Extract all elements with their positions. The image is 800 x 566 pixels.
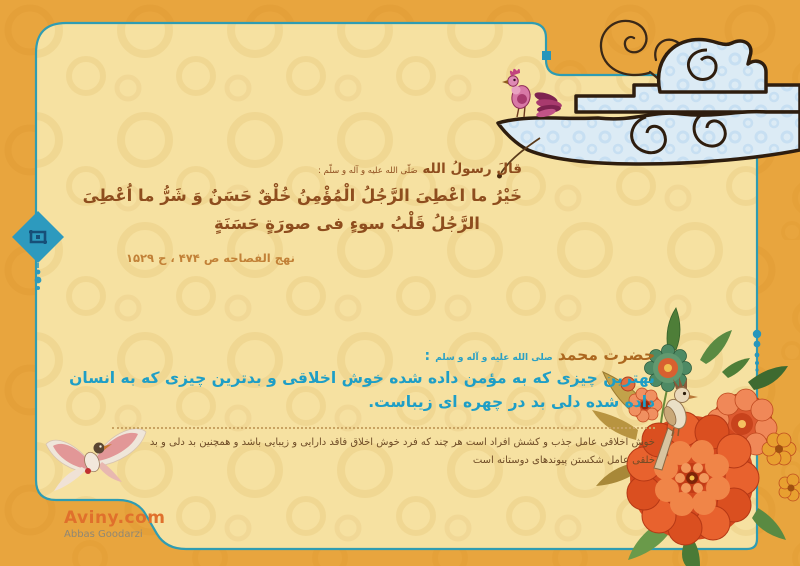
speaker-name: حضرت محمد — [557, 346, 655, 364]
watermark — [64, 509, 166, 540]
translation-line2: داده شده دلی بد در چهره ای زیباست. — [368, 392, 655, 411]
heading-colon: : — [424, 348, 431, 364]
hadith-line1: خَیْرُ ما اعْطِیَ الرَّجُلُ الْمُؤْمِنُ خُلْقٌ حَسَنٌ وَ شَرُّ ما اُعْطِیَ — [82, 186, 522, 205]
translation-line1: بهترین چیزی که به مؤمن داده شده خوش اخلاقی و بدترین چیزی که به انسان — [69, 369, 655, 387]
commentary-line2: خلقی عامل شکستن پیوندهای دوستانه است — [472, 454, 655, 466]
watermark-site[interactable]: Aviny.com — [64, 508, 166, 528]
translation-heading — [425, 345, 656, 364]
hadith-arabic-block — [82, 158, 522, 238]
speaker-salawat: صلی الله علیه و آله و سلم — [435, 353, 553, 363]
hadith-intro-salawat: صَلّی الله علیه و آله و سلّم : — [318, 166, 418, 176]
translation-block — [69, 367, 655, 414]
hadith-intro: قالَ رسولُ الله — [422, 161, 522, 177]
border-square-dot — [542, 51, 551, 60]
watermark-author: Abbas Goodarzi — [64, 528, 143, 540]
dotted-separator — [112, 427, 655, 429]
commentary-block — [150, 434, 655, 469]
hadith-intro-line: قالَ رسولُ الله‏ صَلّی الله علیه و آله و سلّم : — [318, 161, 522, 177]
hadith-line2: الرَّجُلُ قَلْبُ سوءٍ فی صورَةٍ حَسَنَةٍ — [214, 214, 480, 233]
commentary-line1: خوش اخلاقی عامل جذب و کشش افراد است هر چند که فرد خوش اخلاق فاقد دارایی و زیبایی باشد و همچنین بد دلی و بد — [149, 437, 655, 448]
hadith-source: نهج الفصاحه ص ۴۷۴ ، ح ۱۵۲۹ — [126, 251, 295, 265]
